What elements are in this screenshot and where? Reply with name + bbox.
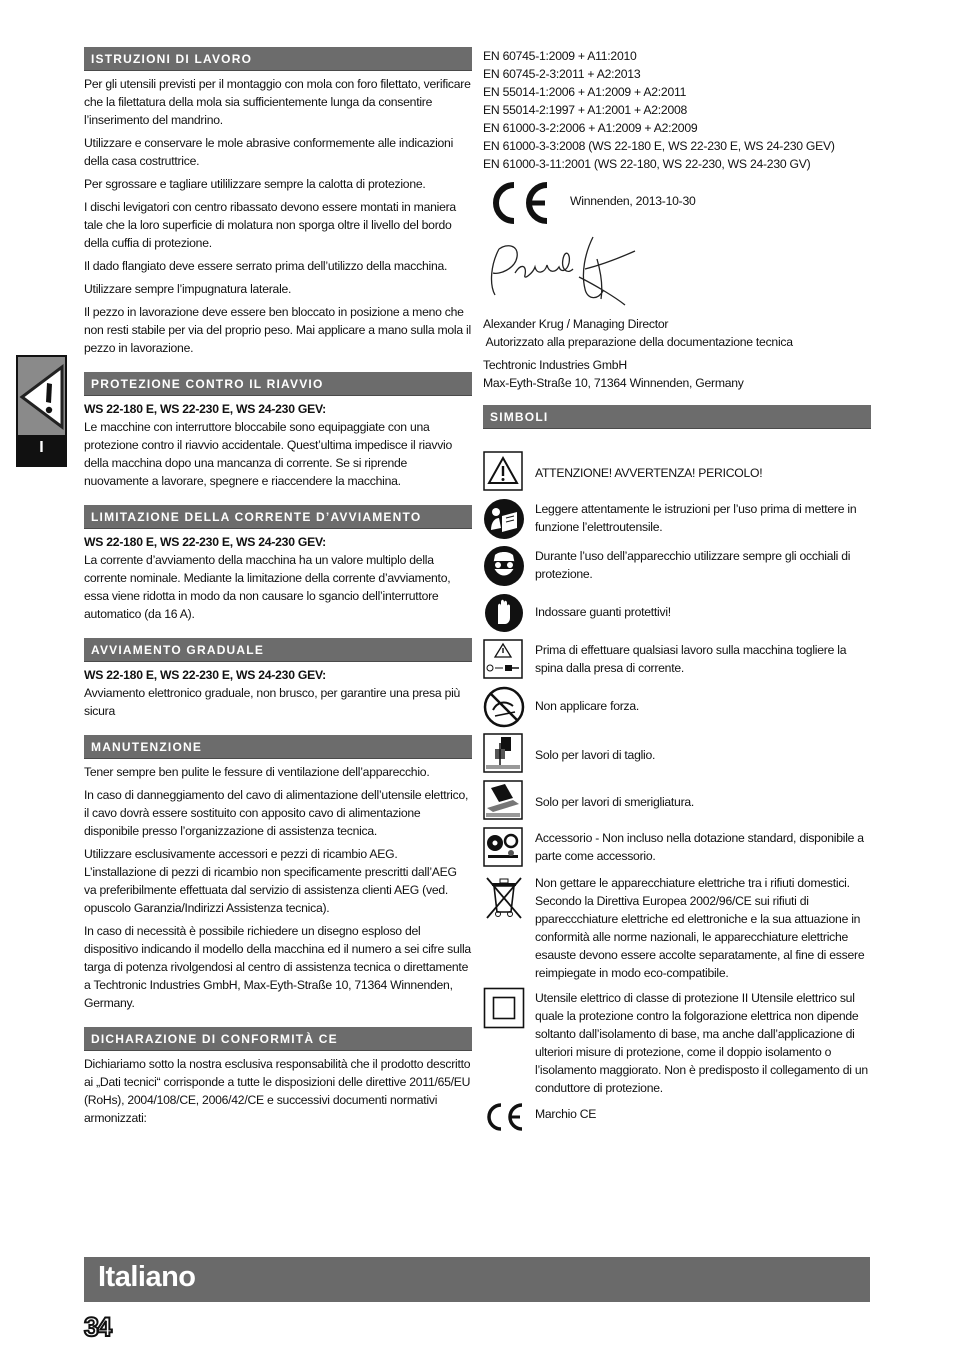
standard-item: EN 61000-3-2:2006 + A1:2009 + A2:2009 (483, 121, 698, 135)
accessory-icon (483, 827, 525, 869)
company-address: Max-Eyth-Straße 10, 71364 Winnenden, Germany (483, 376, 744, 390)
paragraph: In caso di danneggiamento del cavo di alimentazione dell’utensile elettrico, il cavo dovrà essere sostituito con apposito cavo di alimentazione disponibile presso l’organizzazione di assistenza tecnica. (84, 788, 469, 838)
symbol-row (483, 1102, 871, 1134)
symbol-text: Solo per lavori di smerigliatura. (535, 795, 695, 809)
paragraph: Utilizzare esclusivamente accessori e pezzi di ricambio AEG. L’installazione di pezzi di ricambio non specificamente prescritti dall’AEG va preferibilmente effettuata dal servizio di assistenza clienti AEG (ved. opuscolo Garanzia/Indirizzi Assistenza tecnica). (84, 847, 457, 915)
paragraph: Le macchine con interruttore bloccabile sono equipaggiate con una protezione contro il riavvio accidentale. Quest’ultima impedisce il riavvio della macchina dopo una mancanza di corrente. Se si riprende nuovamente a lavorare, spegnere e riaccendere la macchina. (84, 420, 453, 488)
paragraph: Utilizzare sempre l’impugnatura laterale. (84, 282, 292, 296)
unplug-icon (483, 639, 525, 681)
language-title: Italiano (98, 1261, 196, 1293)
standards-list (483, 47, 871, 173)
symbol-row (483, 874, 871, 982)
company-name: Techtronic Industries GmbH (483, 358, 627, 372)
paragraph: Per sgrossare e tagliare utililizzare sempre la calotta di protezione. (84, 177, 426, 191)
symbol-row (483, 592, 871, 634)
symbol-text: Non applicare forza. (535, 699, 640, 713)
language-banner (84, 1257, 870, 1302)
standard-item: EN 55014-1:2006 + A1:2009 + A2:2011 (483, 85, 687, 99)
place-date: Winnenden, 2013-10-30 (570, 194, 696, 208)
section-title-soft-start: AVVIAMENTO GRADUALE (84, 638, 472, 662)
model-list: WS 22-180 E, WS 22-230 E, WS 24-230 GEV: (84, 402, 326, 416)
section-title-work-instructions: ISTRUZIONI DI LAVORO (84, 47, 472, 71)
section-title-ce-declaration: DICHARAZIONE DI CONFORMITÀ CE (84, 1027, 472, 1051)
symbol-text: Non gettare le apparecchiature elettriche tra i rifiuti domestici. Secondo la Direttiva Europea 2002/96/CE sui rifiuti di ppareccchiature elettriche ed elettroniche e la sua attuazione in conformità alle norme nazionali, le apparecchiature elettriche esauste devono essere accolte separatamente, al fine di essere reimpiegate in modo eco-compatibile. (535, 876, 865, 980)
standard-item: EN 55014-2:1997 + A1:2001 + A2:2008 (483, 103, 688, 117)
authorized-text: Autorizzato alla preparazione della documentazione tecnica (483, 335, 793, 349)
symbol-text: Utensile elettrico di classe di protezione II Utensile elettrico sul quale la protezione contro la folgorazione elettrica non dipende soltanto dall’isolamento di base, ma anche dall’applicazione di ulteriori misure di protezione, come il doppio isolamento o l’isolamento maggiorato. Non è predisposto il collegamento di un conduttore di protezione. (535, 991, 868, 1095)
symbols-list (483, 451, 871, 1134)
standard-item: EN 61000-3-3:2008 (WS 22-180 E, WS 22-230 E, WS 24-230 GEV) (483, 139, 835, 153)
section-title-symbols: SIMBOLI (483, 405, 871, 429)
symbol-row (483, 686, 871, 728)
paragraph: Utilizzare e conservare le mole abrasive conformemente alle indicazioni della casa costruttrice. (84, 136, 454, 168)
grinding-only-icon (483, 780, 525, 822)
symbol-row (483, 451, 871, 493)
symbol-row (483, 498, 871, 540)
model-list: WS 22-180 E, WS 22-230 E, WS 24-230 GEV: (84, 668, 326, 682)
paragraph: Il pezzo in lavorazione deve essere ben bloccato in posizione a meno che non resti stabile per via del proprio peso. Mai applicare a mano sulla mola il pezzo in lavorazione. (84, 305, 471, 355)
language-side-tab (16, 355, 67, 467)
ce-mark-icon (483, 1102, 525, 1134)
standard-item: EN 60745-1:2009 + A11:2010 (483, 49, 637, 63)
symbol-text: Indossare guanti protettivi! (535, 605, 671, 619)
symbol-row (483, 987, 871, 1097)
paragraph: Tener sempre ben pulite le fessure di ventilazione dell’apparecchio. (84, 765, 430, 779)
symbol-row (483, 733, 871, 775)
language-letter: I (39, 439, 44, 456)
section-title-restart-protection: PROTEZIONE CONTRO IL RIAVVIO (84, 372, 472, 396)
no-force-icon (483, 686, 525, 728)
symbol-text: ATTENZIONE! AVVERTENZA! PERICOLO! (535, 466, 763, 480)
section-title-maintenance: MANUTENZIONE (84, 735, 472, 759)
signature-icon (485, 229, 645, 314)
cutting-only-icon (483, 733, 525, 775)
standard-item: EN 61000-3-11:2001 (WS 22-180, WS 22-230, WS 24-230 GV) (483, 157, 811, 171)
paragraph: Per gli utensili previsti per il montaggio con mola con foro filettato, verificare che la filettatura della mola sia sufficientemente lunga da consentire l’inserimento del mandrino. (84, 77, 471, 127)
symbol-row (483, 545, 871, 587)
class-ii-icon (483, 987, 525, 1029)
paragraph: I dischi levigatori con centro ribassato devono essere montati in maniera tale che la loro superficie di molatura non sporga oltre il livello del bordo della cuffia di protezione. (84, 200, 456, 250)
symbol-row (483, 780, 871, 822)
section-title-starting-current: LIMITAZIONE DELLA CORRENTE D’AVVIAMENTO (84, 505, 472, 529)
symbol-text: Marchio CE (535, 1107, 597, 1121)
page-number: 34 (84, 1312, 111, 1342)
symbol-text: Leggere attentamente le istruzioni per l’uso prima di mettere in funzione l’elettroutensile. (535, 502, 857, 534)
protective-gloves-icon (483, 592, 525, 634)
signer: Alexander Krug / Managing Director (483, 317, 669, 331)
paragraph: In caso di necessità è possibile richiedere un disegno esploso del dispositivo indicando il modello della macchina ed il numero a sei cifre sulla targa di potenza rivolgendosi al centro di assistenza tecnica o direttamente a Techtronic Industries GmbH, Max-Eyth-Straße 10, 71364 Winnenden, Germany. (84, 924, 471, 1010)
paragraph: Il dado flangiato deve essere serrato prima dell’utilizzo della macchina. (84, 259, 448, 273)
paragraph: La corrente d’avviamento della macchina ha un valore multiplo della corrente nominale. Mediante la limitazione della corrente d’avviamento, essa viene ridotta in modo da non causare lo sgancio dell’interruttore automatico (da 16 A). (84, 553, 451, 621)
right-column (483, 47, 871, 1139)
standard-item: EN 60745-2-3:2011 + A2:2013 (483, 67, 641, 81)
ce-mark-icon (487, 181, 553, 230)
model-list: WS 22-180 E, WS 22-230 E, WS 24-230 GEV: (84, 535, 326, 549)
weee-bin-icon (483, 874, 525, 920)
symbol-row (483, 827, 871, 869)
symbol-text: Solo per lavori di taglio. (535, 748, 656, 762)
left-column (84, 47, 472, 1132)
symbol-text: Prima di effettuare qualsiasi lavoro sulla macchina togliere la spina dalla presa di corrente. (535, 643, 847, 675)
symbol-row (483, 639, 871, 681)
warning-icon (18, 357, 65, 435)
warning-triangle-icon (483, 451, 525, 493)
symbol-text: Accessorio - Non incluso nella dotazione standard, disponibile a parte come accessorio. (535, 831, 864, 863)
paragraph: Avviamento elettronico graduale, non brusco, per garantire una presa più sicura (84, 686, 461, 718)
symbol-text: Durante l’uso dell’apparecchio utilizzare sempre gli occhiali di protezione. (535, 549, 851, 581)
safety-goggles-icon (483, 545, 525, 587)
read-manual-icon (483, 498, 525, 540)
paragraph: Dichiariamo sotto la nostra esclusiva responsabilità che il prodotto descritto ai „Dati tecnici“ corrisponde a tutte le disposizioni delle direttive 2011/65/EU (RoHs), 2004/108/CE, 2006/42/CE e successivi documenti normativi armonizzati: (84, 1057, 471, 1125)
